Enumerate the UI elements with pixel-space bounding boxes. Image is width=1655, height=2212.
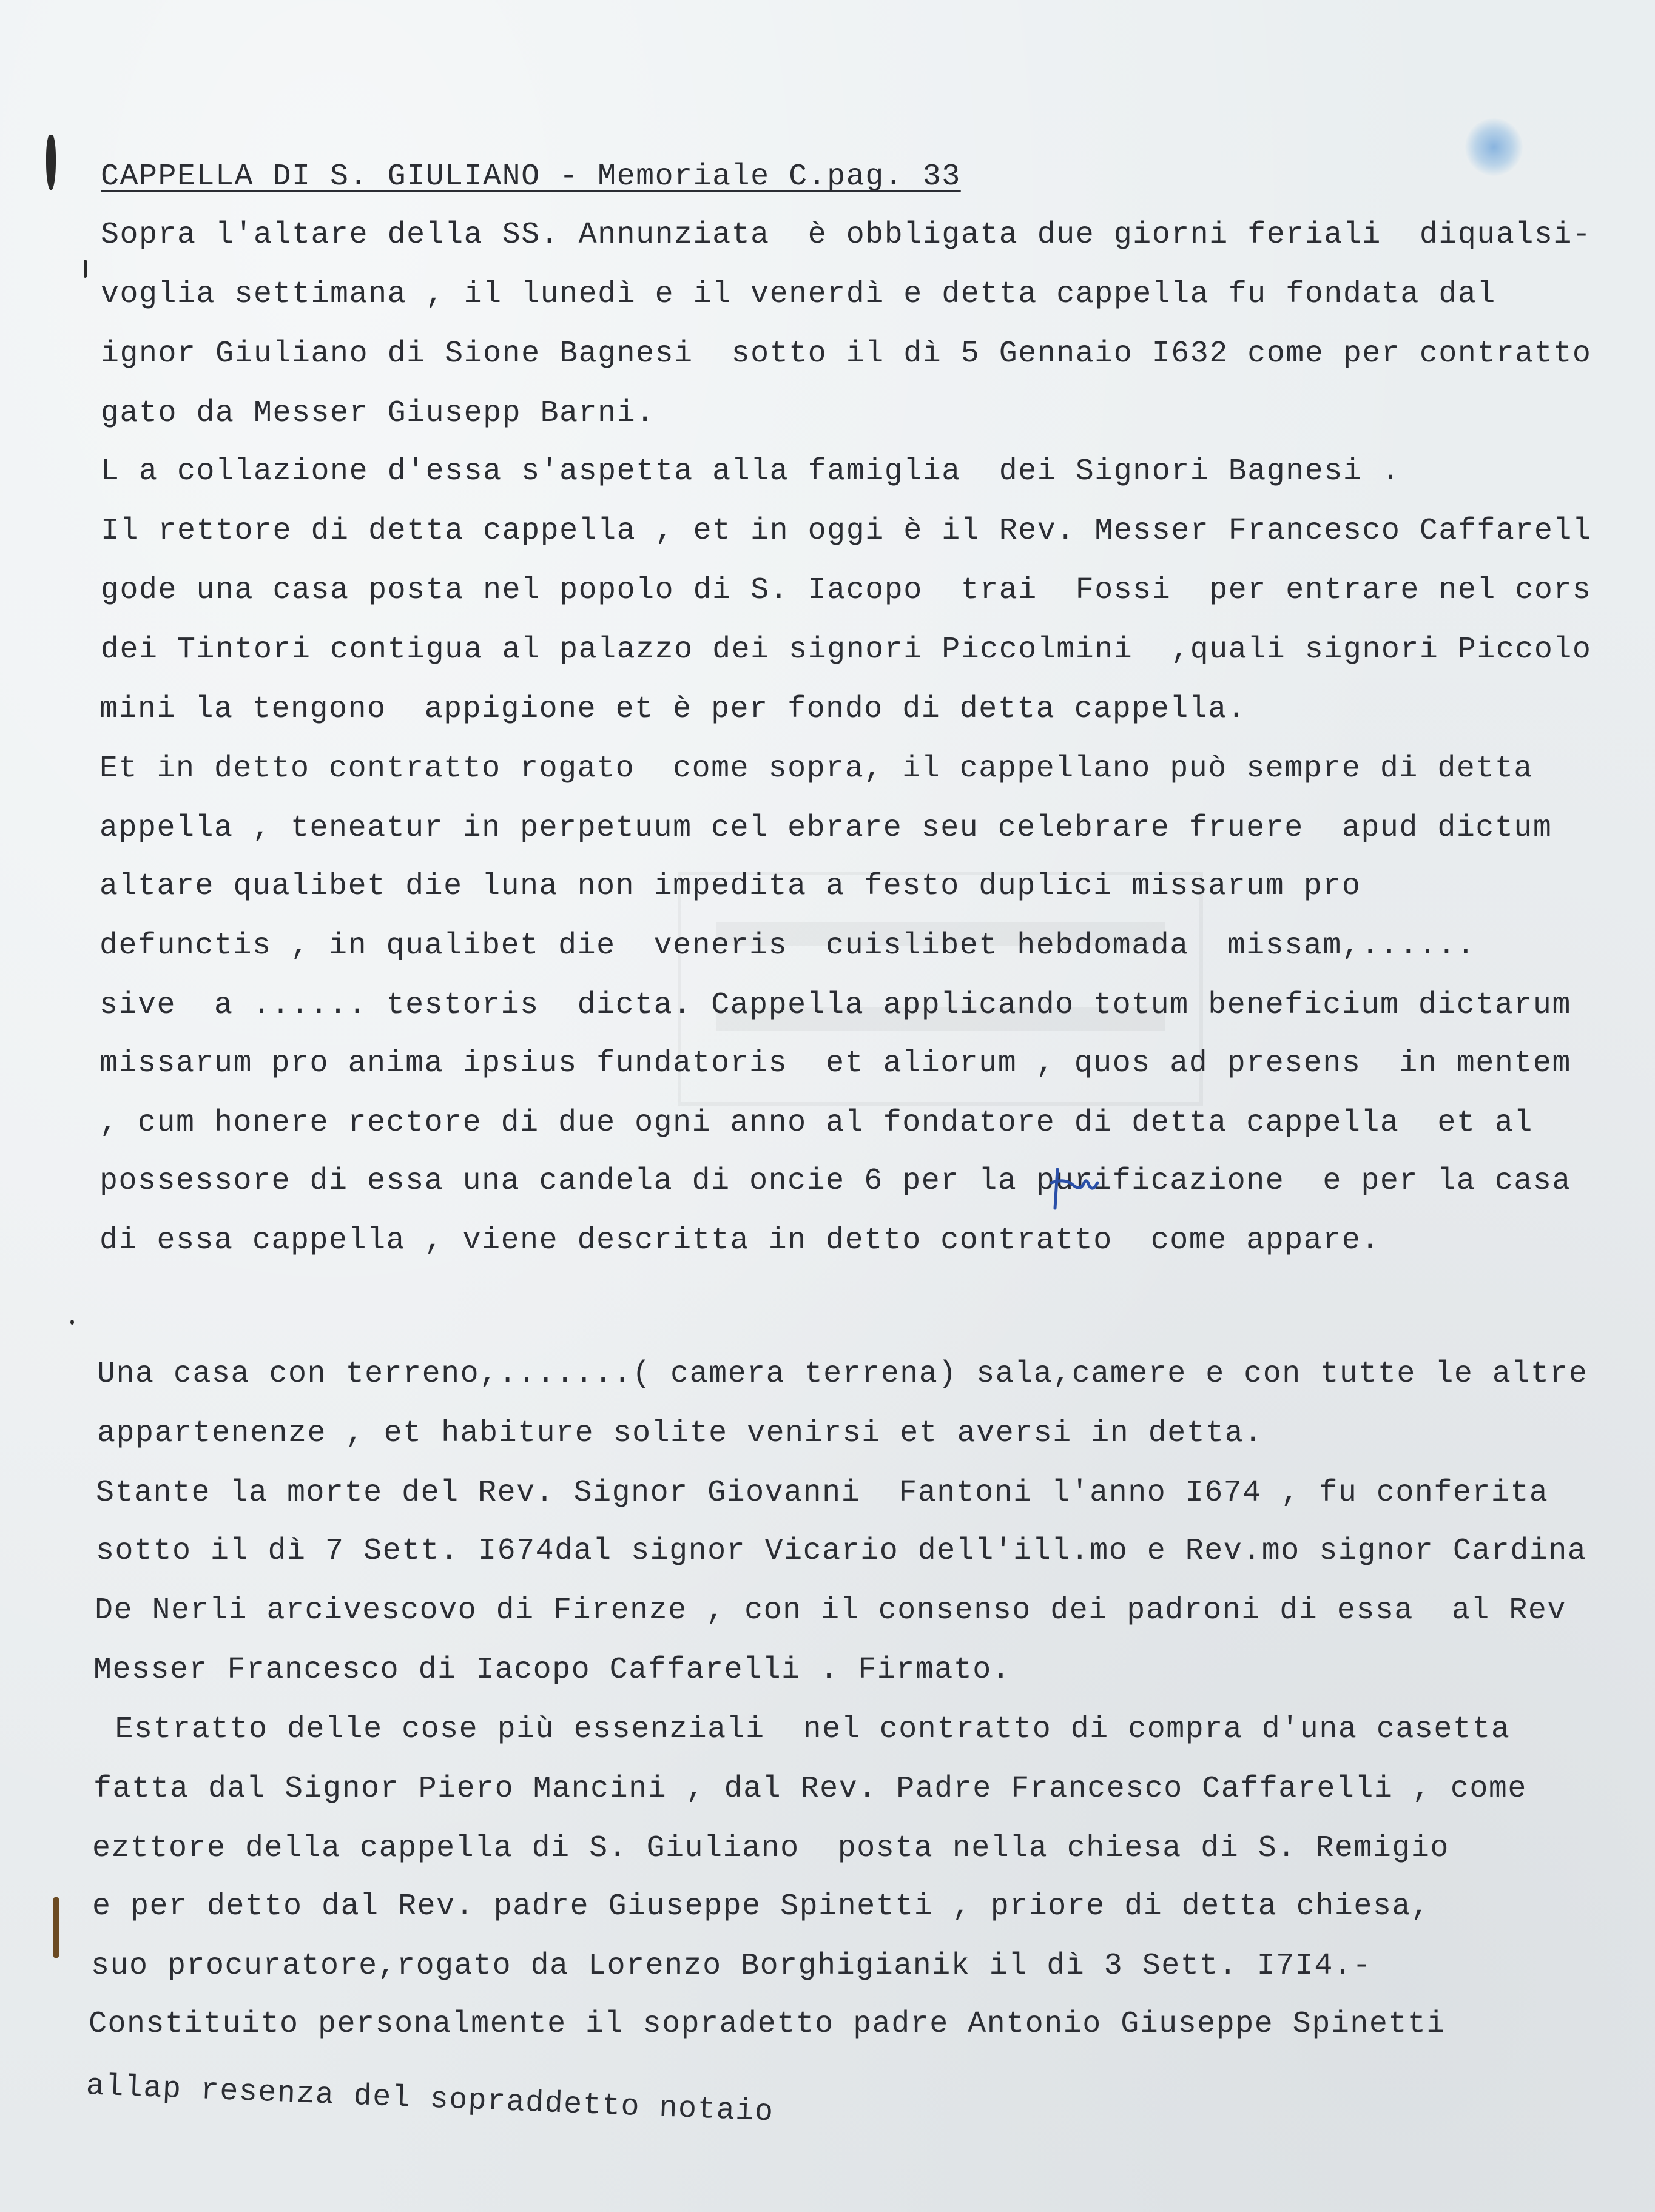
text-line: voglia settimana , il lunedì e il venerdì e detta cappella fu fondata dal	[101, 277, 1496, 312]
text-line: gode una casa posta nel popolo di S. Iacopo trai Fossi per entrare nel cors	[101, 573, 1592, 608]
text-line: altare qualibet die luna non impedita a festo duplici missarum pro	[99, 869, 1361, 904]
text-line: Sopra l'altare della SS. Annunziata è obbligata due giorni feriali diqualsi-	[101, 218, 1592, 252]
text-line: , cum honere rectore di due ogni anno al fondatore di detta cappella et al	[99, 1106, 1533, 1140]
text-line: ezttore della cappella di S. Giuliano posta nella chiesa di S. Remigio	[92, 1831, 1449, 1866]
text-line: fatta dal Signor Piero Mancini , dal Rev. Padre Francesco Caffarelli , come	[93, 1772, 1527, 1806]
text-line: Constituito personalmente il sopradetto padre Antonio Giuseppe Spinetti	[89, 2007, 1446, 2042]
text-line: mini la tengono appigione et è per fondo di detta cappella.	[99, 692, 1247, 727]
handwritten-correction	[1047, 1165, 1113, 1213]
text-line: sotto il dì 7 Sett. I674dal signor Vicario dell'ill.mo e Rev.mo signor Cardina	[96, 1534, 1587, 1568]
left-margin-dot	[84, 260, 87, 278]
text-line: allap resenza del sopraddetto notaio	[85, 2069, 775, 2130]
text-line: possessore di essa una candela di oncie 6 per la purificazione e per la casa	[99, 1164, 1571, 1198]
text-line: di essa cappella , viene descritta in detto contratto come appare.	[99, 1223, 1380, 1258]
text-line: dei Tintori contigua al palazzo dei signori Piccolmini ,quali signori Piccolo	[101, 633, 1592, 667]
blue-ink-smudge	[1465, 118, 1523, 176]
document-title: CAPPELLA DI S. GIULIANO - Memoriale C.pag. 33	[101, 160, 961, 194]
text-line: sive a ...... testoris dicta. Cappella applicando totum beneficium dictarum	[99, 988, 1571, 1023]
text-line: gato da Messer Giusepp Barni.	[101, 396, 655, 431]
text-line: appartenenze , et habiture solite venirsi et aversi in detta.	[97, 1416, 1263, 1451]
text-line: Messer Francesco di Iacopo Caffarelli . Firmato.	[93, 1653, 1011, 1687]
text-line: appella , teneatur in perpetuum cel ebrare seu celebrare fruere apud dictum	[99, 811, 1552, 845]
text-line: defunctis , in qualibet die veneris cuislibet hebdomada missam,......	[99, 929, 1476, 963]
text-line: suo procuratore,rogato da Lorenzo Borghigianik il dì 3 Sett. I7I4.-	[91, 1949, 1372, 1983]
text-line: L a collazione d'essa s'aspetta alla famiglia dei Signori Bagnesi .	[101, 454, 1401, 489]
text-line: ignor Giuliano di Sione Bagnesi sotto il dì 5 Gennaio I632 come per contratto	[101, 337, 1592, 371]
text-line: Una casa con terreno,.......( camera terrena) sala,camere e con tutte le altre	[97, 1357, 1588, 1391]
text-line: Stante la morte del Rev. Signor Giovanni Fantoni l'anno I674 , fu conferita	[96, 1476, 1549, 1510]
text-line: Estratto delle cose più essenziali nel contratto di compra d'una casetta	[96, 1712, 1511, 1747]
text-line: missarum pro anima ipsius fundatoris et aliorum , quos ad presens in mentem	[99, 1046, 1571, 1081]
left-margin-ink-mark	[46, 135, 56, 190]
text-line: De Nerli arcivescovo di Firenze , con il consenso dei padroni di essa al Rev	[95, 1593, 1566, 1628]
text-line: e per detto dal Rev. padre Giuseppe Spinetti , priore di detta chiesa,	[92, 1889, 1431, 1924]
text-line: Il rettore di detta cappella , et in oggi è il Rev. Messer Francesco Caffarell	[101, 514, 1592, 548]
text-line: Et in detto contratto rogato come sopra, il cappellano può sempre di detta	[99, 751, 1533, 786]
left-margin-dot	[70, 1320, 74, 1325]
left-margin-bracket-mark	[53, 1897, 59, 1958]
